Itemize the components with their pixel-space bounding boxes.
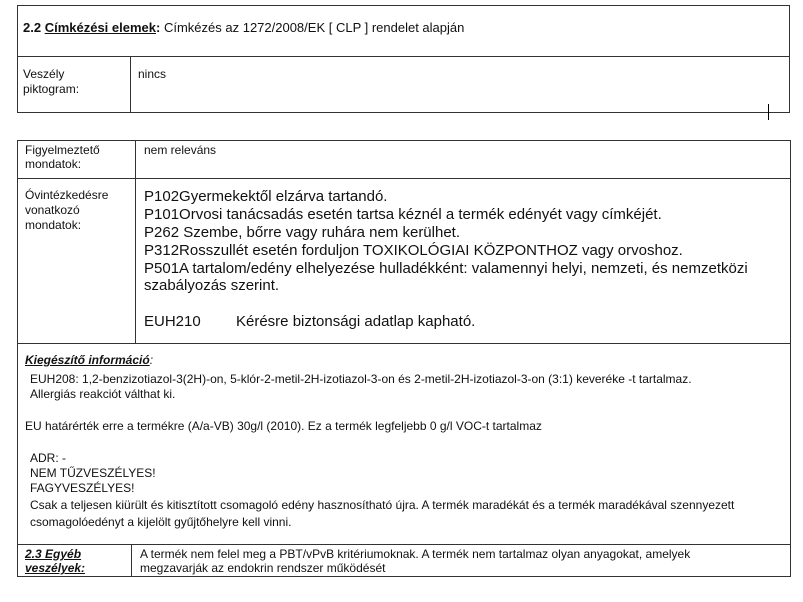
precaution-statement: P101Orvosi tanácsadás esetén tartsa kéznél a termék edényét vagy címkéjét. <box>144 206 662 223</box>
euh208-line-2: Allergiás reakciót válthat ki. <box>30 387 176 401</box>
pictogram-label-line-2: piktogram: <box>23 82 80 96</box>
table2-divider-1 <box>17 178 791 179</box>
table2-divider-3 <box>17 544 791 545</box>
warnings-label-line-1: Figyelmeztető <box>25 143 100 157</box>
precaution-statement: P312Rosszullét esetén forduljon TOXIKOLÓGIAI KÖZPONTHOZ vagy orvoshoz. <box>144 242 683 259</box>
section-title: Címkézési elemek <box>44 20 156 35</box>
precautions-label-line-1: Óvintézkedésre <box>25 188 109 202</box>
section-title-colon: : <box>156 20 161 35</box>
packaging-line-1: Csak a teljesen kiürült és kitisztított csomagoló edény hasznosítható újra. A termék maradékát és a termék maradékával szennyezett <box>30 498 735 512</box>
table1-row-divider <box>17 56 790 57</box>
pictogram-value: nincs <box>138 67 167 81</box>
packaging-line-2: csomagolóedényt a kijelölt gyűjtőhelyre kell vinni. <box>30 515 292 529</box>
euh210-code: EUH210 <box>144 313 201 330</box>
section-subtitle: Címkézés az 1272/2008/EK [ CLP ] rendelet alapján <box>163 20 465 35</box>
section-2-3-text-line-2: megzavarják az endokrin rendszer működését <box>140 561 386 575</box>
table1-col-divider <box>130 56 131 113</box>
precautions-label-line-3: mondatok: <box>25 218 82 232</box>
euh208-line-1: EUH208: 1,2-benzizotiazol-3(2H)-on, 5-klór-2-metil-2H-izotiazol-3-on és 2-metil-2H-izotiazol-3-on (3:1) keveréke -t tartalmaz. <box>30 372 692 386</box>
not-flammable-line: NEM TŰZVESZÉLYES! <box>30 466 156 480</box>
voc-limit-line: EU határérték erre a termékre (A/a-VB) 30g/l (2010). Ez a termék legfeljebb 0 g/l VOC-t tartalmaz <box>25 419 542 433</box>
precaution-statement: P262 Szembe, bőrre vagy ruhára nem kerülhet. <box>144 224 461 241</box>
table2-divider-2 <box>17 343 791 344</box>
frost-line: FAGYVESZÉLYES! <box>30 481 135 495</box>
precaution-statement: P102Gyermekektől elzárva tartandó. <box>144 188 388 205</box>
table2-col-divider-top <box>135 140 136 343</box>
section-2-3-title-line-2: veszélyek: <box>25 561 86 575</box>
section-number: 2.2 <box>23 20 42 35</box>
supplementary-heading <box>25 353 153 368</box>
supplementary-colon: : <box>149 353 154 367</box>
section-2-3-title-line-1: 2.3 Egyéb <box>25 547 82 561</box>
precaution-statement: P501A tartalom/edény elhelyezése hulladékként: valamennyi helyi, nemzeti, és nemzetközi <box>144 260 748 277</box>
text-cursor-mark <box>768 104 769 120</box>
supplementary-title: Kiegészítő információ <box>25 353 150 367</box>
section-2-3-text-line-1: A termék nem felel meg a PBT/vPvB kritériumoknak. A termék nem tartalmaz olyan anyagokat, amelyek <box>140 547 691 561</box>
section-2-2-heading <box>23 20 464 36</box>
euh210-text: Kérésre biztonsági adatlap kapható. <box>236 313 476 330</box>
precautions-label-line-2: vonatkozó <box>25 203 80 217</box>
pictogram-label-line-1: Veszély <box>23 67 65 81</box>
adr-line: ADR: - <box>30 451 66 465</box>
table2-col-divider-bottom <box>131 544 132 577</box>
precaution-statement: szabályozás szerint. <box>144 277 280 294</box>
warnings-label-line-2: mondatok: <box>25 157 82 171</box>
warnings-value: nem releváns <box>144 143 217 157</box>
